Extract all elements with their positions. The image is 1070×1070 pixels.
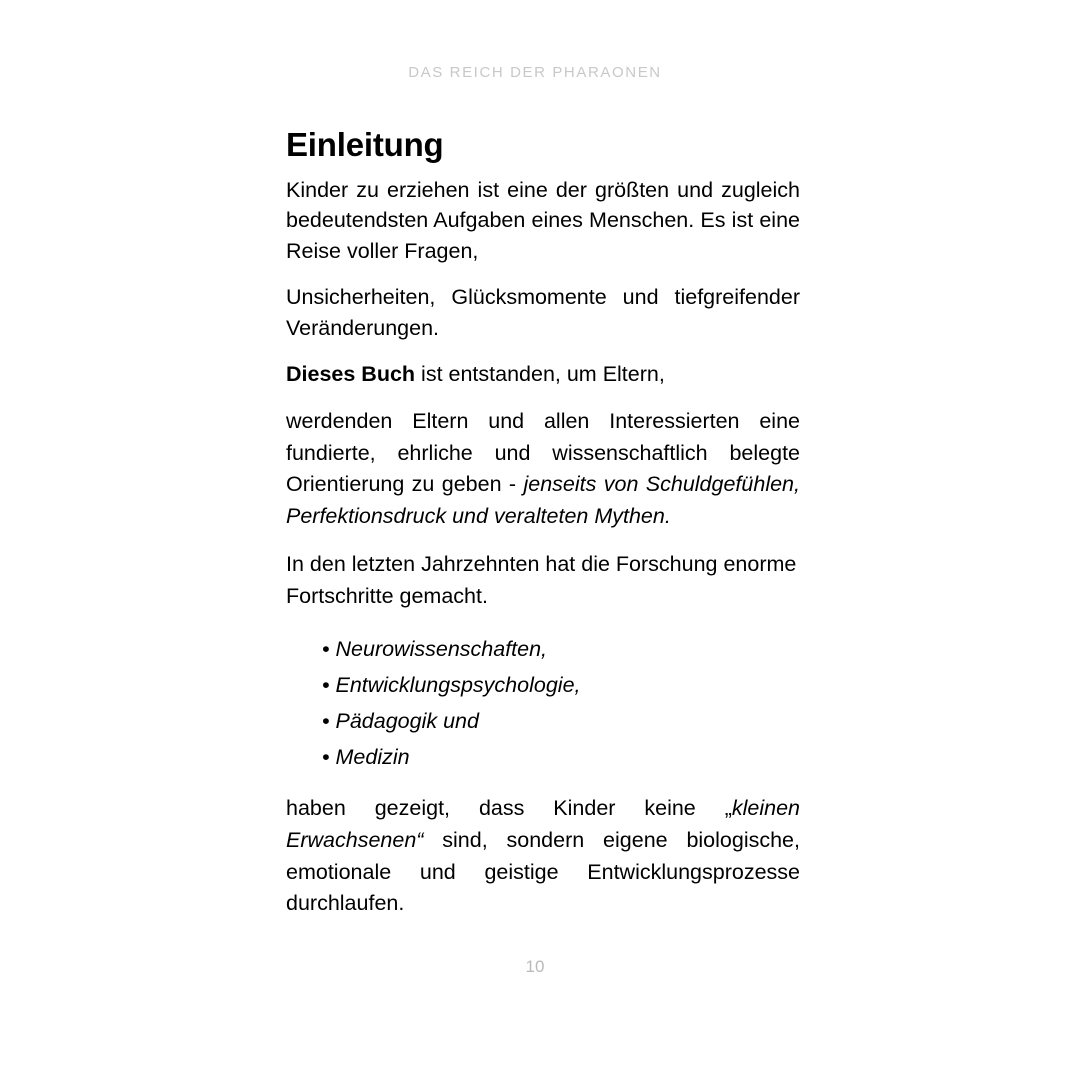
paragraph-dieses-buch-rest: ist entstanden, um Eltern,	[415, 362, 665, 387]
page-title: Einleitung	[286, 126, 444, 163]
paragraph-kleinen-erwachsenen	[286, 793, 800, 920]
paragraph-orientierung	[286, 406, 800, 533]
paragraph-orientierung-plain: werdenden Eltern und allen Interessierten eine fundierte, ehrliche und wissenschaftlich belegte Orientierung zu geben -	[286, 408, 800, 497]
list-item: • Pädagogik und	[322, 708, 479, 733]
paragraph-dieses-buch	[286, 359, 800, 390]
page-content	[286, 125, 800, 920]
paragraph-dieses-buch-bold: Dieses Buch	[286, 362, 416, 387]
paragraph-unsicherheiten: Unsicherheiten, Glücksmomente und tiefgreifender Veränderungen.	[286, 285, 800, 340]
paragraph-orientierung-italic: jenseits von Schuldgefühlen, Perfektionsdruck und veralteten Mythen.	[286, 472, 800, 529]
bullet-list	[286, 631, 800, 775]
paragraph-kleinen-plain-a: haben gezeigt, dass Kinder keine „	[286, 796, 732, 820]
list-item: • Medizin	[322, 744, 410, 769]
page-number: 10	[525, 957, 545, 976]
list-item: • Neurowissenschaften,	[322, 636, 548, 661]
paragraph-forschung: In den letzten Jahrzehnten hat die Forschung enorme Fortschritte gemacht.	[286, 551, 797, 608]
list-item: • Entwicklungspsychologie,	[322, 672, 581, 697]
paragraph-kleinen-italic: kleinen Erwachsenen“	[286, 796, 800, 852]
paragraph-kleinen-plain-b: sind, sondern eigene biologische, emotionale und geistige Entwicklungsprozesse durchlaufen.	[286, 827, 800, 916]
running-head: DAS REICH DER PHARAONEN	[408, 64, 662, 81]
paragraph-intro: Kinder zu erziehen ist eine der größten und zugleich bedeutendsten Aufgaben eines Menschen. Es ist eine Reise voller Fragen,	[286, 177, 800, 263]
